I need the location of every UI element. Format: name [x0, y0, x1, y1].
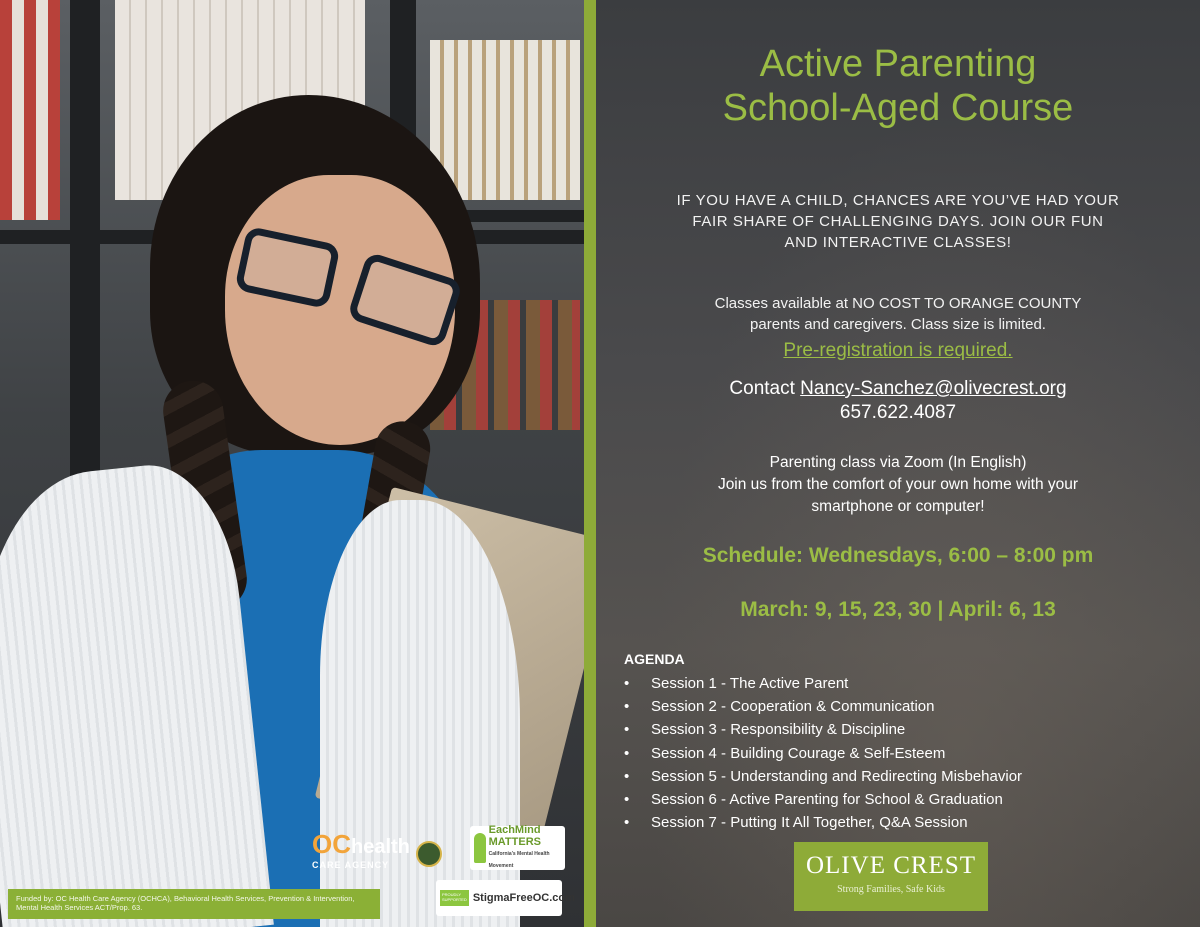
cost-line: parents and caregivers. Class size is limited.: [750, 316, 1046, 333]
green-divider: [584, 0, 596, 927]
bullet-icon: •: [624, 791, 630, 809]
session-dates: March: 9, 15, 23, 30 | April: 6, 13: [740, 598, 1056, 621]
intro-text: [616, 190, 1180, 253]
each-line2: MATTERS: [488, 836, 541, 848]
oc-health-wordmark: [312, 828, 410, 874]
contact-phone: 657.622.4087: [839, 402, 957, 423]
agenda-item-text: Session 1 - The Active Parent: [651, 675, 849, 692]
each-line1: EachMind: [488, 824, 541, 836]
cost-line: Classes available at NO COST TO ORANGE COUNTY: [714, 295, 1082, 312]
stigma-free-oc-logo: [436, 880, 575, 916]
agenda-list: [624, 672, 1184, 834]
zoom-line: Parenting class via Zoom (In English): [769, 454, 1027, 471]
books: [430, 40, 580, 200]
agenda-item-text: Session 4 - Building Courage & Self-Esteem: [651, 744, 946, 762]
funding-note: Funded by: OC Health Care Agency (OCHCA), Behavioral Health Services, Prevention & Intervention, Mental Health Services ACT/Prop. 63.: [8, 889, 380, 919]
bullet-icon: •: [624, 698, 630, 716]
stigma-name: StigmaFreeOC.com: [472, 892, 575, 904]
title-line1: Active Parenting: [759, 43, 1037, 85]
olive-crest-logo: [794, 842, 988, 911]
agenda-item-text: Session 2 - Cooperation & Communication: [651, 698, 935, 716]
bullet-icon: •: [624, 721, 630, 739]
agenda-item: [624, 672, 1184, 695]
info-panel: [596, 0, 1200, 927]
bullet-icon: •: [624, 744, 630, 762]
each-mind-wordmark: [489, 824, 561, 872]
contact-label: Contact: [729, 378, 801, 399]
intro-line: IF YOU HAVE A CHILD, CHANCES ARE YOU’VE HAD YOUR: [676, 192, 1120, 209]
intro-line: AND INTERACTIVE CLASSES!: [784, 234, 1012, 251]
books: [0, 0, 60, 220]
zoom-line: smartphone or computer!: [811, 498, 985, 515]
bullet-icon: •: [624, 675, 630, 692]
cost-text: [616, 293, 1180, 335]
agenda-item: [624, 765, 1184, 788]
oc-health-logo: [312, 828, 464, 876]
oc-mark: OC: [312, 828, 351, 859]
contact-info: [596, 377, 1200, 425]
agenda-item-text: Session 5 - Understanding and Redirecting Misbehavior: [651, 767, 1023, 785]
oc-word: health: [351, 835, 410, 858]
agenda-item: [624, 811, 1184, 834]
bullet-icon: •: [624, 814, 630, 832]
contact-email-link[interactable]: Nancy-Sanchez@olivecrest.org: [800, 378, 1067, 399]
agenda-item: [624, 742, 1184, 765]
agenda-item: [624, 695, 1184, 718]
hero-photo: [0, 0, 584, 927]
olive-crest-tagline: Strong Families, Safe Kids: [837, 884, 945, 895]
county-seal-icon: [416, 841, 442, 867]
agenda-item-text: Session 6 - Active Parenting for School & Graduation: [651, 791, 1003, 809]
each-sub: California's Mental Health Movement: [488, 851, 550, 869]
intro-line: FAIR SHARE OF CHALLENGING DAYS. JOIN OUR FUN: [692, 213, 1104, 230]
agenda-item: [624, 718, 1184, 741]
oc-sub: CARE AGENCY: [312, 859, 390, 870]
zoom-info: [616, 452, 1180, 518]
agenda-heading: AGENDA: [624, 651, 685, 667]
zoom-line: Join us from the comfort of your own home with your: [717, 476, 1079, 493]
preregistration-link[interactable]: Pre-registration is required.: [783, 340, 1013, 361]
olive-crest-name: OLIVE CREST: [805, 852, 977, 879]
page-title: [596, 42, 1200, 130]
agenda-item-text: Session 3 - Responsibility & Discipline: [651, 721, 906, 739]
stigma-badge: PROUDLY SUPPORTED: [440, 890, 469, 906]
agenda-item-text: Session 7 - Putting It All Together, Q&A Session: [651, 814, 968, 832]
green-ribbon-icon: [474, 833, 486, 863]
schedule-text: Schedule: Wednesdays, 6:00 – 8:00 pm: [702, 544, 1094, 567]
each-mind-matters-logo: [470, 826, 565, 870]
bullet-icon: •: [624, 767, 630, 785]
agenda-item: [624, 788, 1184, 811]
title-line2: School-Aged Course: [722, 87, 1074, 129]
